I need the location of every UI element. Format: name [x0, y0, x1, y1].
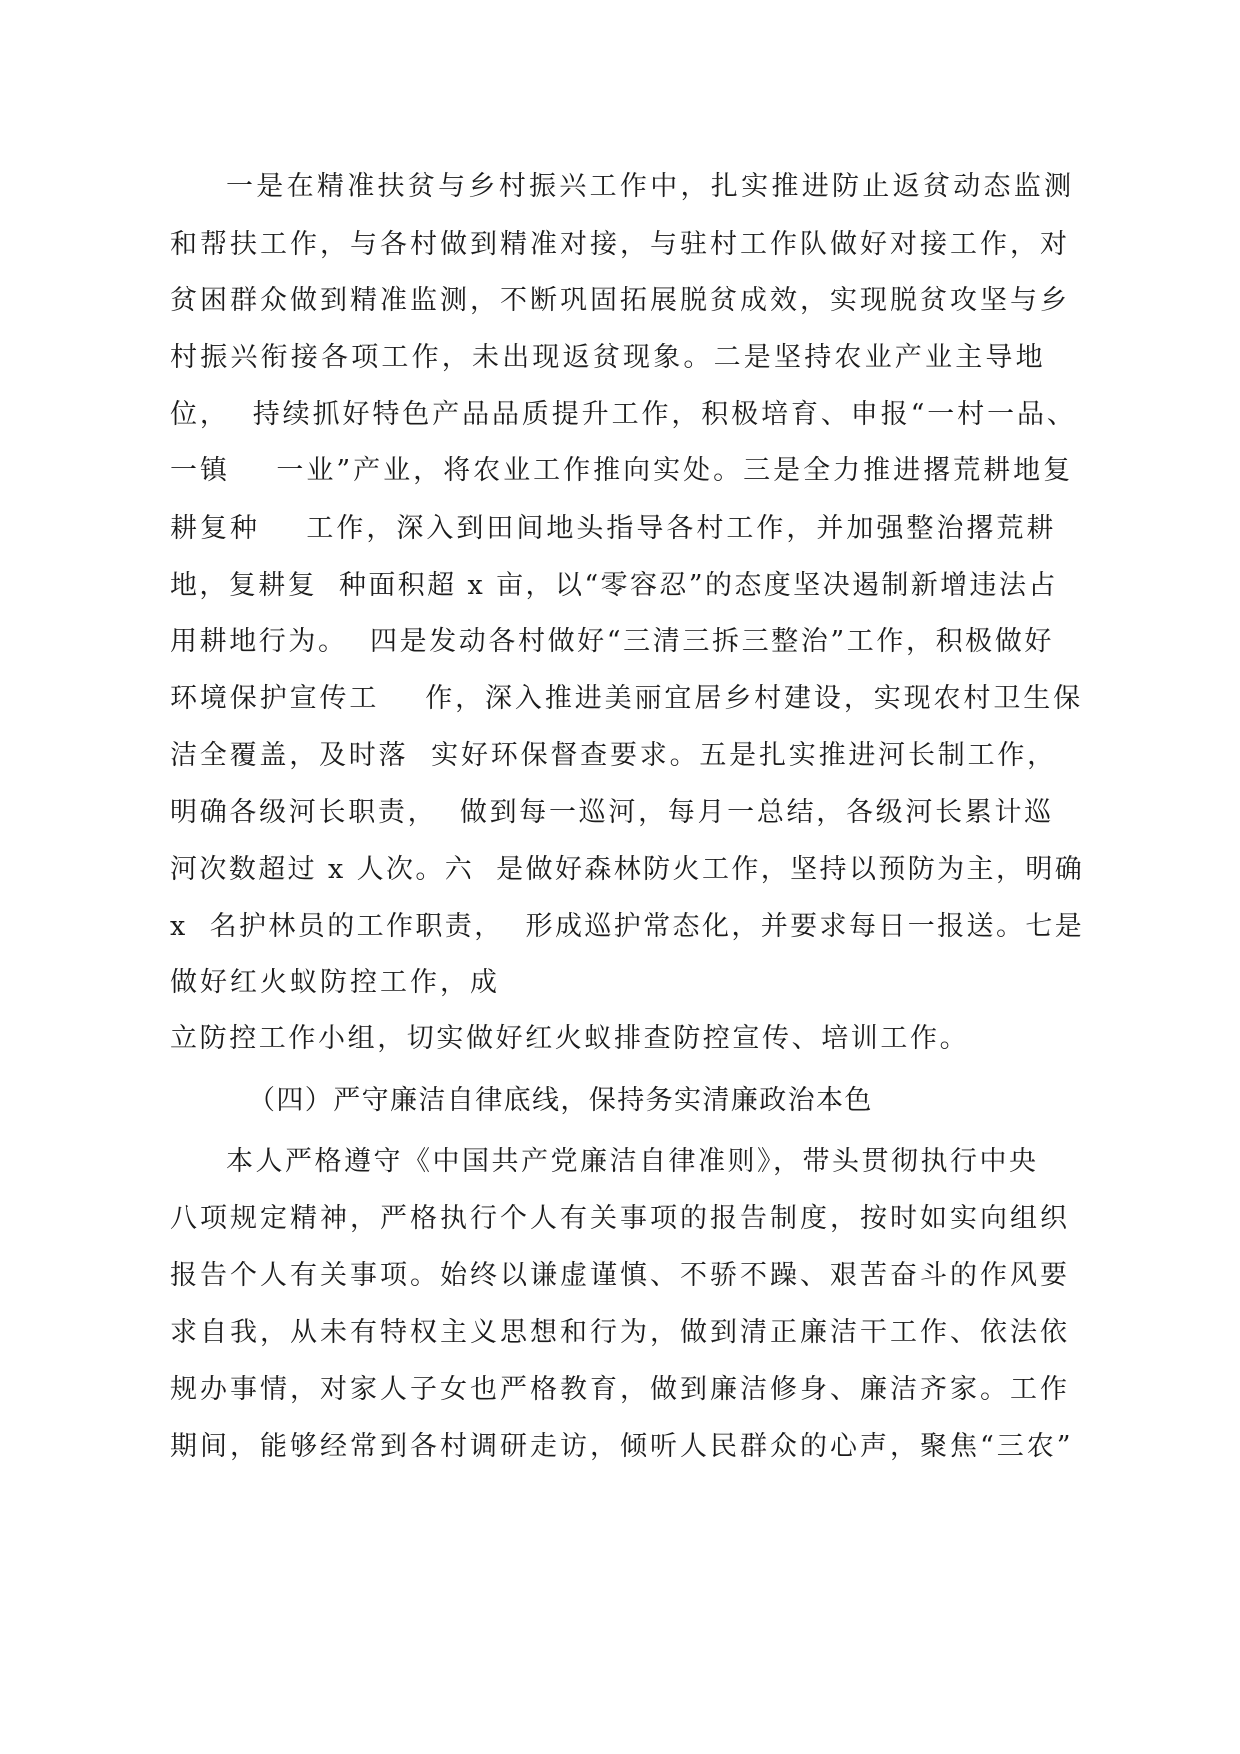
paragraph-line: 求自我，从未有特权主义思想和行为，做到清正廉洁干工作、依法依: [170, 1317, 1070, 1348]
paragraph-line: 立防控工作小组，切实做好红火蚁排查防控宣传、培训工作。: [170, 1023, 970, 1054]
paragraph-line: 一是在精准扶贫与乡村振兴工作中，扎实推进防止返贫动态监测: [226, 171, 1075, 202]
paragraph-line: 期间，能够经常到各村调研走访，倾听人民群众的心声，聚焦“三农”: [170, 1431, 1074, 1462]
paragraph-line: 规办事情，对家人子女也严格教育，做到廉洁修身、廉洁齐家。工作: [170, 1374, 1070, 1405]
paragraph-line: 用耕地行为。 四是发动各村做好“三清三拆三整治”工作，积极做好: [170, 626, 1054, 657]
paragraph-line: 一镇 一业”产业，将农业工作推向实处。三是全力推进撂荒耕地复: [170, 455, 1074, 486]
paragraph-line: 洁全覆盖，及时落 实好环保督查要求。五是扎实推进河长制工作，: [170, 740, 1057, 771]
paragraph-line: 八项规定精神，严格执行个人有关事项的报告制度，按时如实向组织: [170, 1203, 1070, 1234]
paragraph-line: 明确各级河长职责， 做到每一巡河，每月一总结，各级河长累计巡: [170, 797, 1054, 828]
paragraph-line: 河次数超过 x 人次。六 是做好森林防火工作，坚持以预防为主，明确: [170, 854, 1085, 885]
paragraph-line: 环境保护宣传工 作，深入推进美丽宜居乡村建设，实现农村卫生保: [170, 683, 1084, 714]
paragraph-line: 耕复种 工作，深入到田间地头指导各村工作，并加强整治撂荒耕: [170, 513, 1057, 544]
paragraph-line: 地，复耕复 种面积超 x 亩，以“零容忍”的态度坚决遏制新增违法占: [170, 570, 1058, 601]
paragraph-line: x 名护林员的工作职责， 形成巡护常态化，并要求每日一报送。七是: [170, 911, 1085, 942]
paragraph-line: 本人严格遵守《中国共产党廉洁自律准则》，带头贯彻执行中央: [226, 1146, 1039, 1177]
paragraph-line: 做好红火蚁防控工作，成: [170, 967, 500, 998]
paragraph-line: 村振兴衔接各项工作，未出现返贫现象。二是坚持农业产业主导地: [170, 342, 1046, 373]
paragraph-line: 位， 持续抓好特色产品品质提升工作，积极培育、申报“一村一品、: [170, 399, 1077, 430]
paragraph-line: 报告个人有关事项。始终以谦虚谨慎、不骄不躁、艰苦奋斗的作风要: [170, 1260, 1070, 1291]
paragraph-line: 和帮扶工作，与各村做到精准对接，与驻村工作队做好对接工作，对: [170, 229, 1070, 260]
section-heading: （四）严守廉洁自律底线，保持务实清廉政治本色: [248, 1085, 873, 1116]
paragraph-line: 贫困群众做到精准监测，不断巩固拓展脱贫成效，实现脱贫攻坚与乡: [170, 285, 1070, 316]
